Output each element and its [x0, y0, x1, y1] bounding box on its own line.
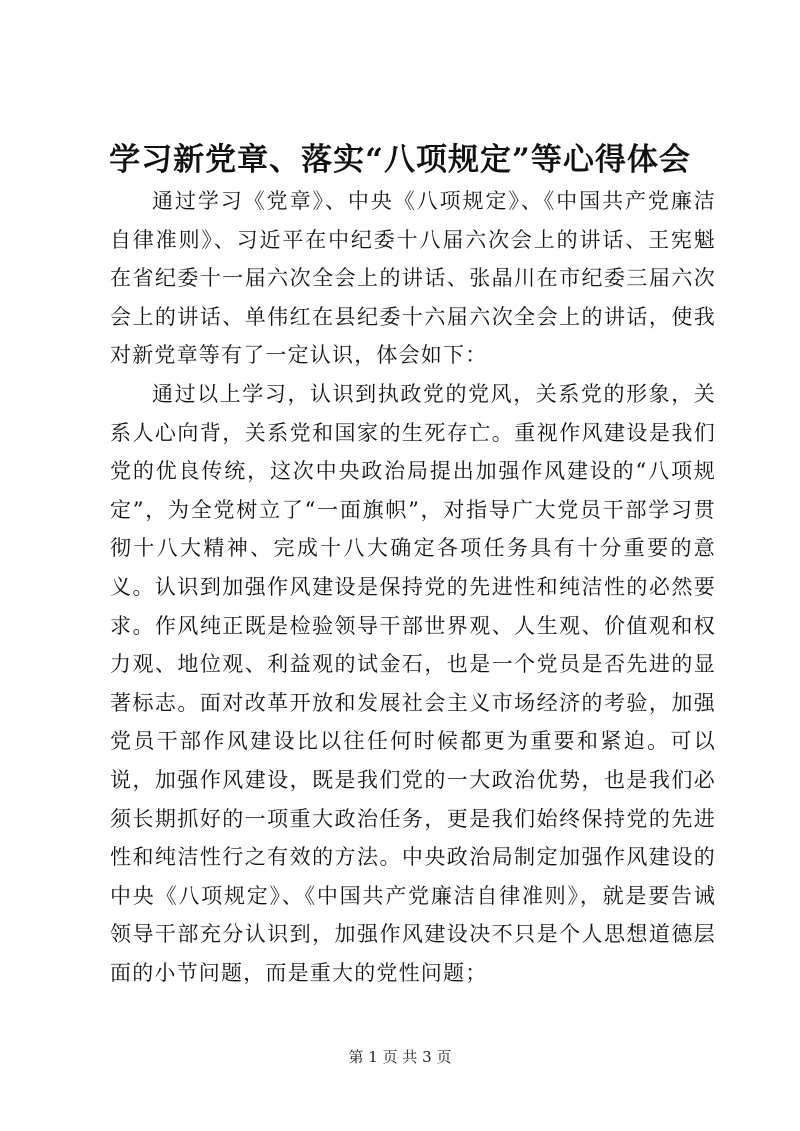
page-number-footer: 第 1 页 共 3 页	[348, 1048, 452, 1066]
document-title: 学习新党章、落实“八项规定”等心得体会	[109, 142, 691, 178]
document-body	[110, 182, 716, 992]
paragraph-intro: 通过学习《党章》、中央《八项规定》、《中国共产党廉洁自律准则》、习近平在中纪委十八届六次会上的讲话、王宪魁在省纪委十一届六次全会上的讲话、张晶川在市纪委三届六次会上的讲话、单伟红在县纪委十六届六次全会上的讲话，使我对新党章等有了一定认识，体会如下：	[110, 189, 716, 368]
paragraph-reflection: 通过以上学习，认识到执政党的党风，关系党的形象，关系人心向背，关系党和国家的生死存亡。重视作风建设是我们党的优良传统，这次中央政治局提出加强作风建设的“八项规定”，为全党树立了“一面旗帜”，对指导广大党员干部学习贯彻十八大精神、完成十八大确定各项任务具有十分重要的意义。认识到加强作风建设是保持党的先进性和纯洁性的必然要求。作风纯正既是检验领导干部世界观、人生观、价值观和权力观、地位观、利益观的试金石，也是一个党员是否先进的显著标志。面对改革开放和发展社会主义市场经济的考验，加强党员干部作风建设比以往任何时候都更为重要和紧迫。可以说，加强作风建设，既是我们党的一大政治优势，也是我们必须长期抓好的一项重大政治任务，更是我们始终保持党的先进性和纯洁性行之有效的方法。中央政治局制定加强作风建设的中央《八项规定》、《中国共产党廉洁自律准则》，就是要告诫领导干部充分认识到，加强作风建设决不只是个人思想道德层面的小节问题，而是重大的党性问题；	[110, 381, 716, 985]
